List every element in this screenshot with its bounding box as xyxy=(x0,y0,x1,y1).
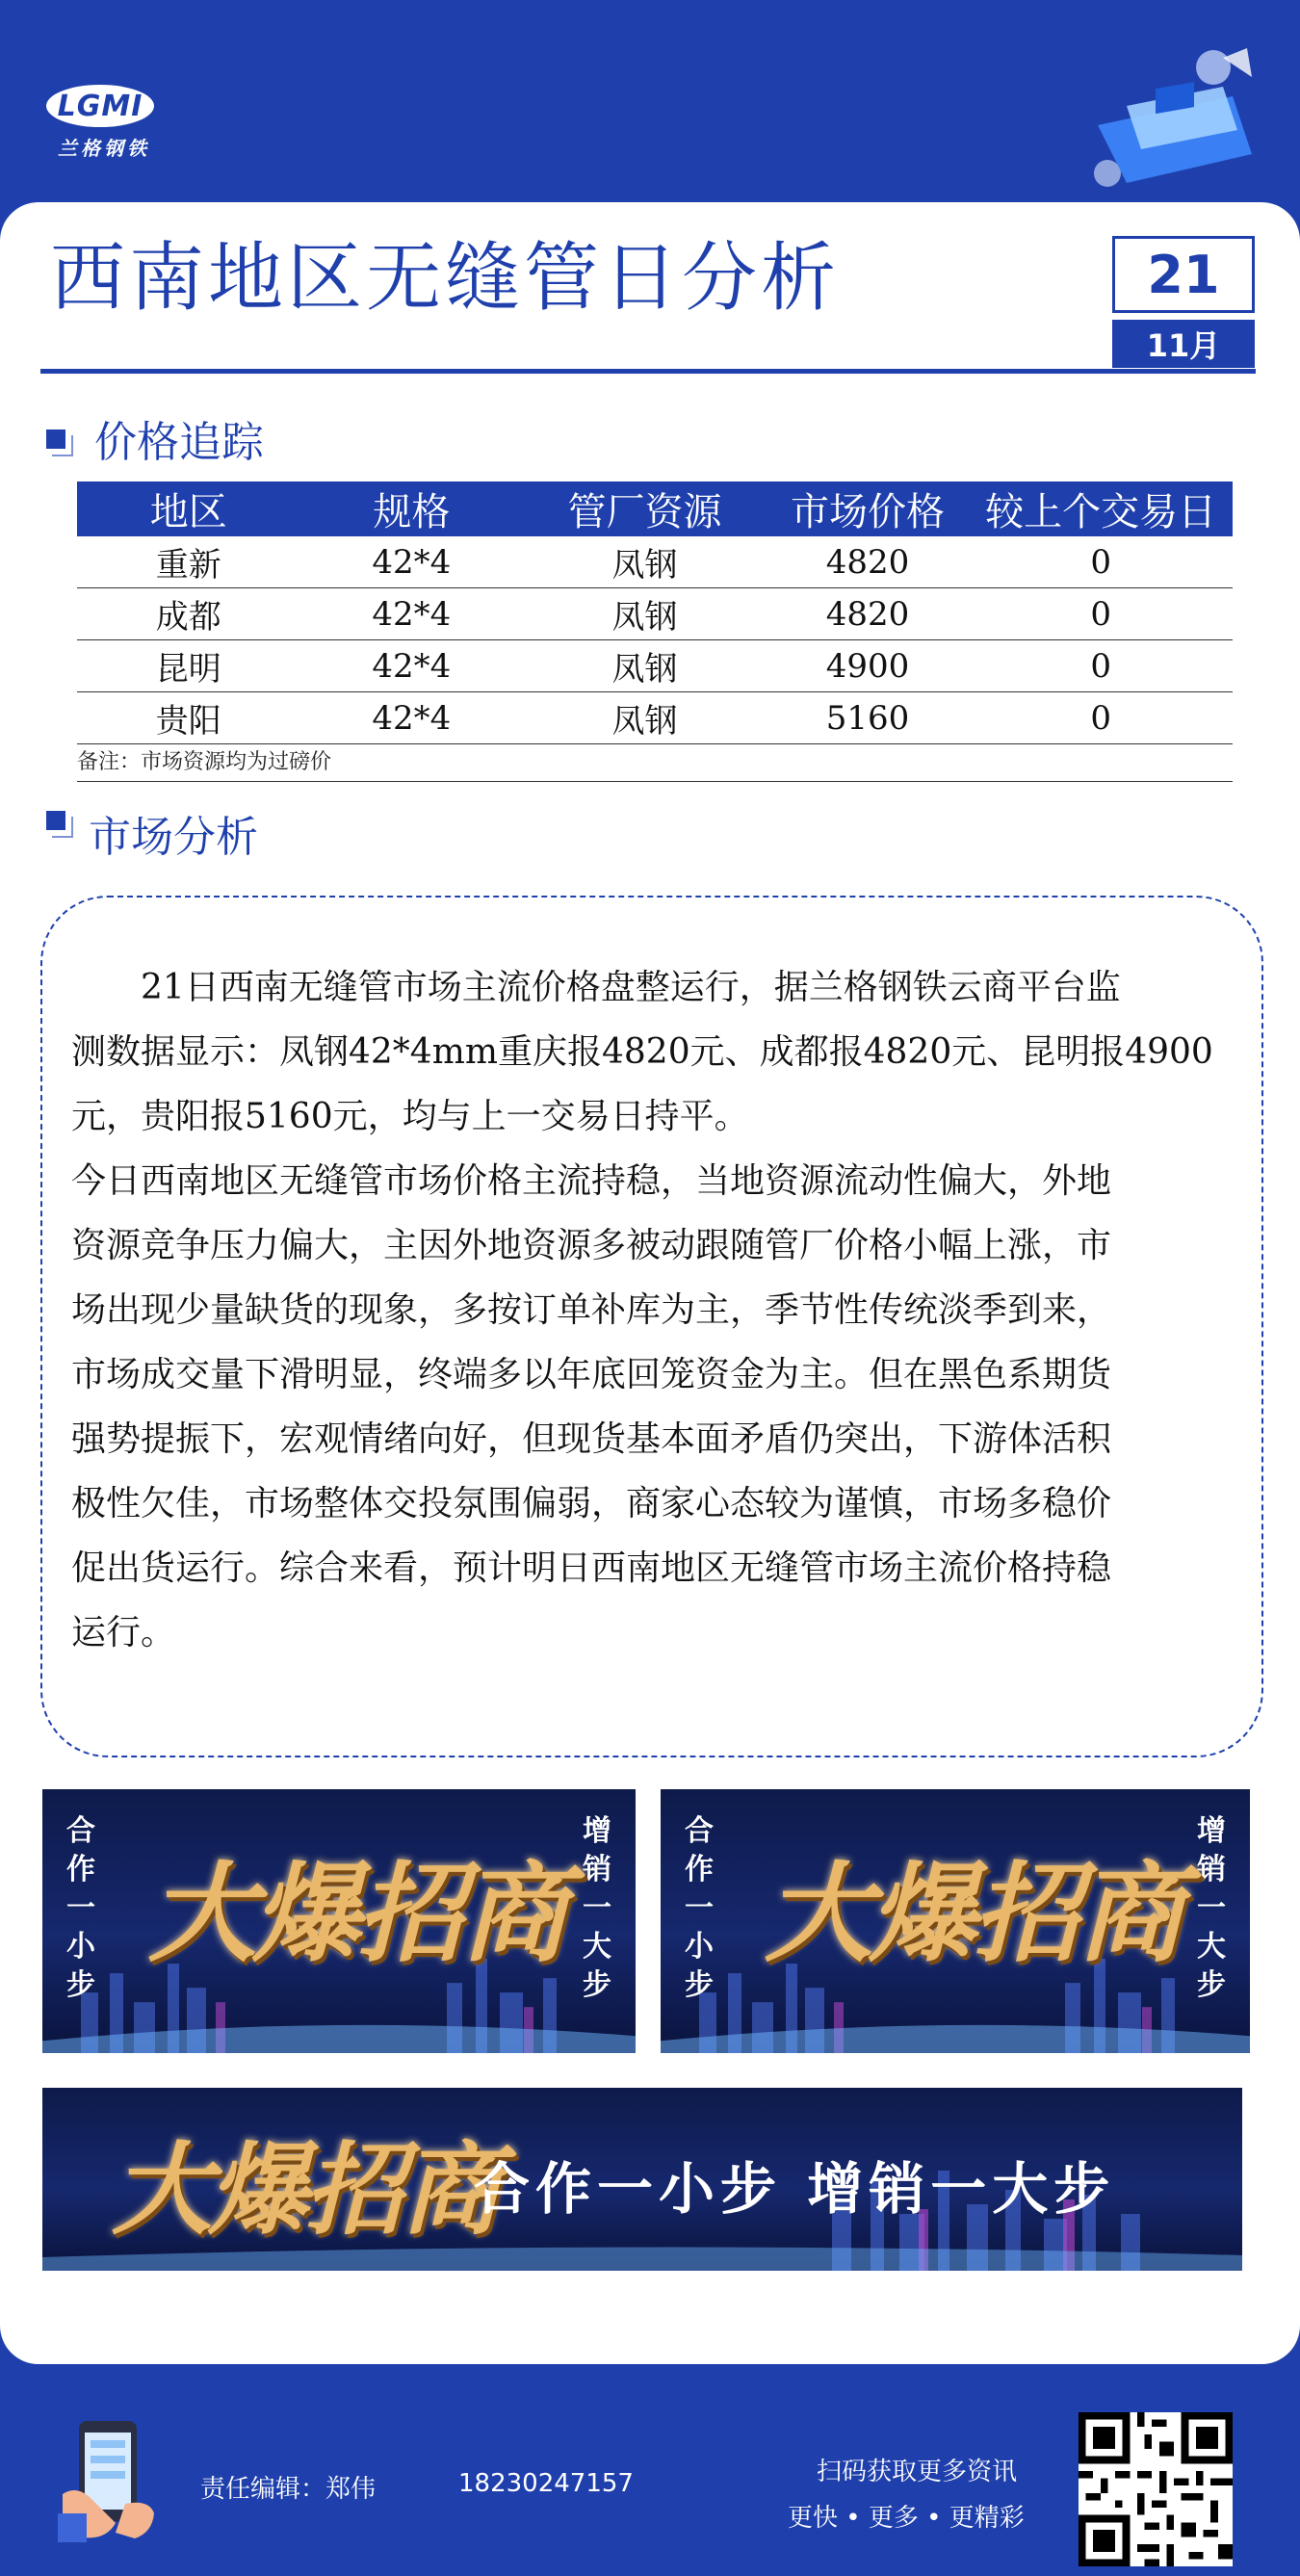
banner-slogan: 合作一小步 增销一大步 xyxy=(474,2156,1116,2222)
analysis-line: 元，贵阳报5160元，均与上一交易日持平。 xyxy=(71,1097,749,1136)
scan-tagline: 更快 • 更多 • 更精彩 xyxy=(788,2504,1025,2533)
logo-text: 兰格钢铁 xyxy=(58,137,150,160)
analysis-line: 场出现少量缺货的现象，多按订单补库为主，季节性传统淡季到来， xyxy=(71,1290,1112,1330)
cell-region: 重新 xyxy=(77,536,300,588)
cell-change: 0 xyxy=(969,536,1233,588)
table-row xyxy=(77,692,1233,744)
cell-price: 4900 xyxy=(767,640,970,692)
banner-vertical-right: 增销一大步 xyxy=(583,1814,611,2002)
banner-headline: 大爆招商 xyxy=(148,1851,564,1977)
date-day: 21 xyxy=(1112,236,1255,313)
analysis-line: 测数据显示：凤钢42*4mm重庆报4820元、成都报4820元、昆明报4900 xyxy=(71,1032,1213,1072)
analysis-line: 强势提振下，宏观情绪向好，但现货基本面矛盾仍突出，下游体活积 xyxy=(71,1419,1112,1459)
ad-banner-right[interactable] xyxy=(661,1789,1250,2053)
table-row xyxy=(77,588,1233,640)
cell-mill: 凤钢 xyxy=(523,692,767,744)
table-row xyxy=(77,640,1233,692)
banner-vertical-left: 合作一小步 xyxy=(66,1814,95,2002)
analysis-section-title: 市场分析 xyxy=(89,813,258,862)
cell-mill: 凤钢 xyxy=(523,640,767,692)
banner-vertical-left: 合作一小步 xyxy=(685,1814,714,2002)
title-divider xyxy=(40,369,1256,374)
cell-price: 5160 xyxy=(767,692,970,744)
cell-mill: 凤钢 xyxy=(523,536,767,588)
cell-change: 0 xyxy=(969,588,1233,640)
cell-spec: 42*4 xyxy=(300,640,524,692)
col-header: 管厂资源 xyxy=(523,481,767,536)
analysis-box xyxy=(40,896,1263,1757)
cell-region: 昆明 xyxy=(77,640,300,692)
analysis-line: 运行。 xyxy=(71,1613,176,1652)
phone-hand-icon xyxy=(58,2417,164,2542)
table-header-row xyxy=(77,481,1233,536)
tech-illustration-icon xyxy=(1069,39,1261,212)
col-header: 地区 xyxy=(77,481,300,536)
cell-change: 0 xyxy=(969,692,1233,744)
cell-spec: 42*4 xyxy=(300,536,524,588)
price-section-title: 价格追踪 xyxy=(94,418,264,467)
banner-vertical-right: 增销一大步 xyxy=(1197,1814,1226,2002)
cell-price: 4820 xyxy=(767,588,970,640)
ad-banner-left[interactable] xyxy=(42,1789,636,2053)
section-square-icon xyxy=(46,811,71,836)
logo-mark: LGMI xyxy=(46,85,154,127)
analysis-line: 今日西南地区无缝管市场价格主流持稳，当地资源流动性偏大，外地 xyxy=(71,1161,1112,1201)
cell-spec: 42*4 xyxy=(300,588,524,640)
price-table xyxy=(77,481,1233,744)
analysis-line: 市场成交量下滑明显，终端多以年底回笼资金为主。但在黑色系期货 xyxy=(71,1355,1112,1394)
banner-headline: 大爆招商 xyxy=(112,2130,498,2249)
qr-code-icon[interactable] xyxy=(1079,2412,1233,2566)
page-title: 西南地区无缝管日分析 xyxy=(50,235,841,322)
cell-region: 贵阳 xyxy=(77,692,300,744)
analysis-line: 21日西南无缝管市场主流价格盘整运行，据兰格钢铁云商平台监 xyxy=(71,968,1121,1007)
table-row xyxy=(77,536,1233,588)
ad-banner-wide[interactable] xyxy=(42,2088,1242,2271)
scan-prompt: 扫码获取更多资讯 xyxy=(817,2458,1018,2486)
table-note: 备注：市场资源均为过磅价 xyxy=(77,745,1233,782)
col-header: 规格 xyxy=(300,481,524,536)
brand-logo xyxy=(46,85,162,161)
cell-region: 成都 xyxy=(77,588,300,640)
banner-headline: 大爆招商 xyxy=(765,1851,1181,1977)
date-month: 11月 xyxy=(1112,320,1255,368)
editor-phone: 18230247157 xyxy=(458,2469,634,2498)
analysis-line: 促出货运行。综合来看，预计明日西南地区无缝管市场主流价格持稳 xyxy=(71,1548,1112,1588)
analysis-line: 资源竞争压力偏大，主因外地资源多被动跟随管厂价格小幅上涨，市 xyxy=(71,1226,1112,1265)
editor-label: 责任编辑：郑伟 xyxy=(200,2475,377,2504)
cell-spec: 42*4 xyxy=(300,692,524,744)
cell-mill: 凤钢 xyxy=(523,588,767,640)
cell-price: 4820 xyxy=(767,536,970,588)
col-header: 市场价格 xyxy=(767,481,970,536)
cell-change: 0 xyxy=(969,640,1233,692)
section-square-icon xyxy=(46,429,71,455)
analysis-line: 极性欠佳，市场整体交投氛围偏弱，商家心态较为谨慎，市场多稳价 xyxy=(71,1484,1112,1523)
col-header: 较上个交易日 xyxy=(969,481,1233,536)
